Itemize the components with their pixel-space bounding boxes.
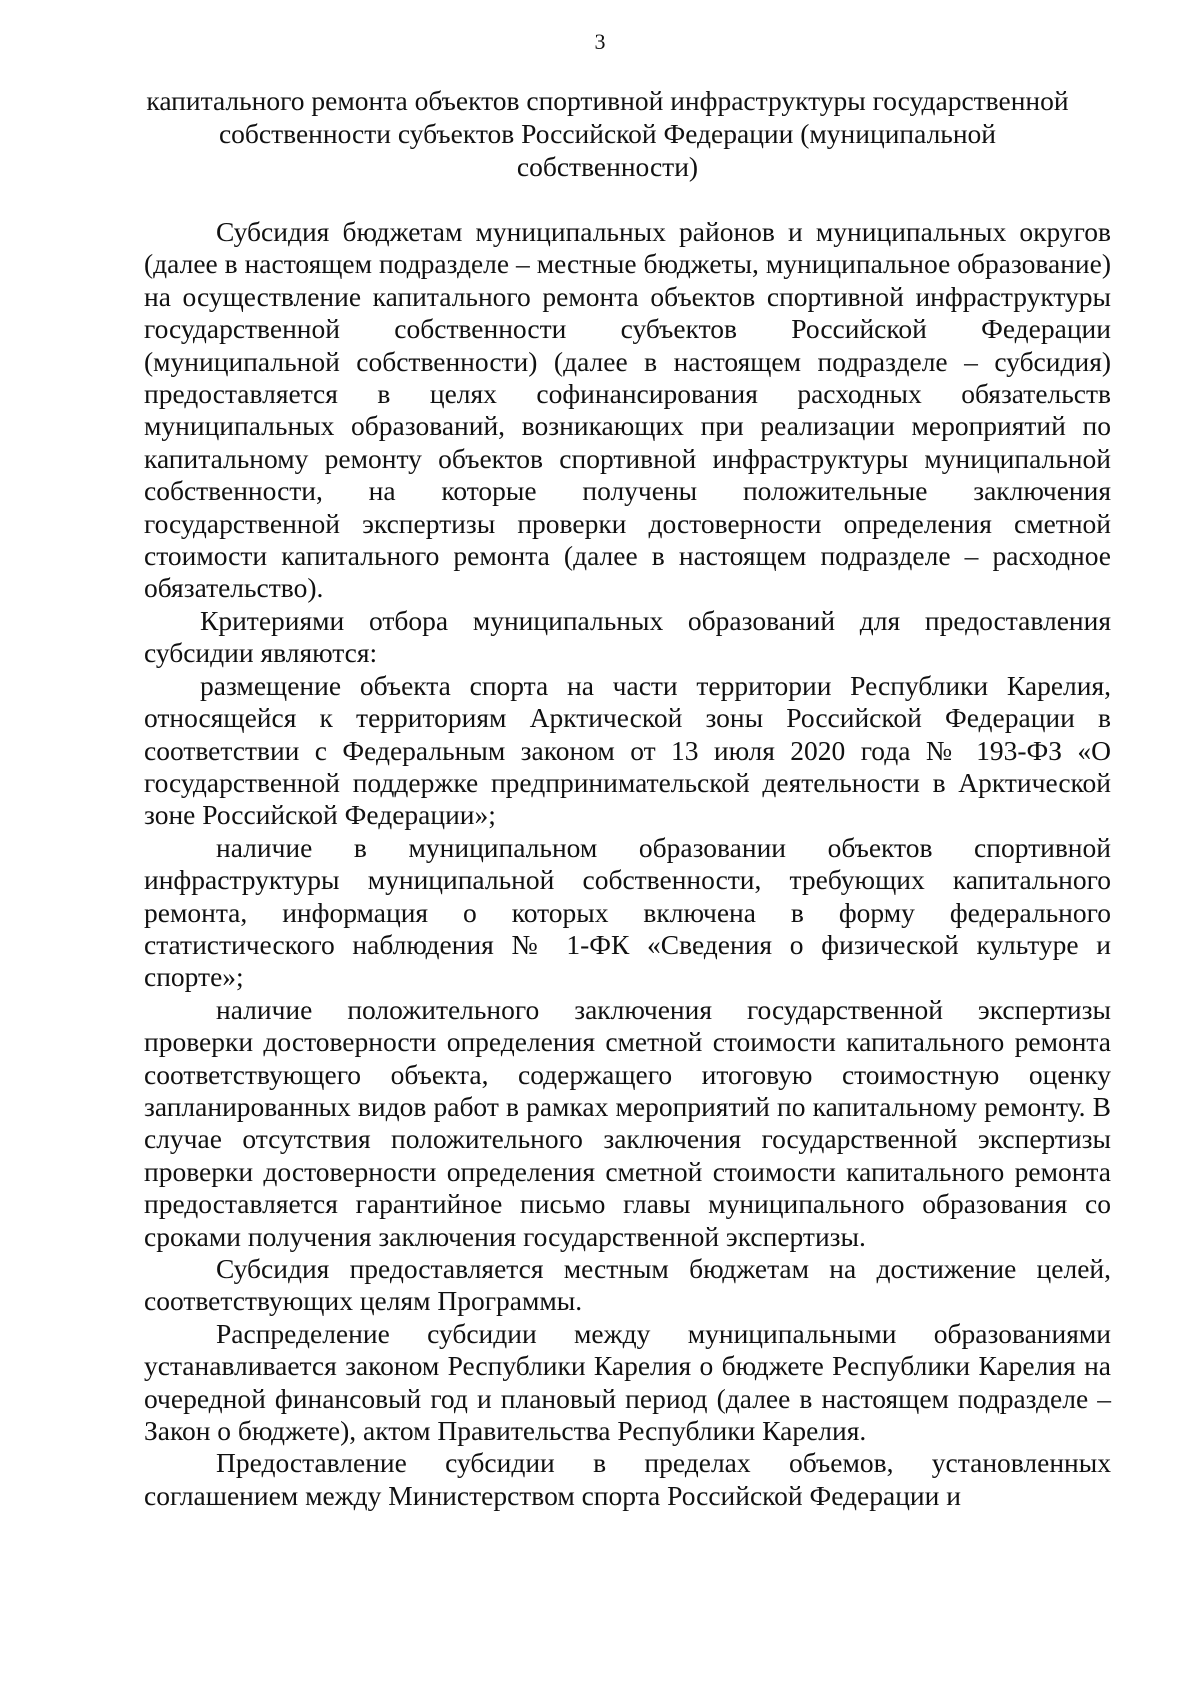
heading-line: капитального ремонта объектов спортивной инфраструктуры государственной xyxy=(146,85,1069,116)
paragraph-subsidy-goals: Субсидия предоставляется местным бюджетам на достижение целей, соответствующих целям Программы. xyxy=(144,1253,1111,1317)
paragraph-criterion-arctic: размещение объекта спорта на части территории Республики Карелия, относящейся к территориям Арктической зоны Российской Федерации в соответствии с Федеральным законом от 13 июля 2020 года № 193-ФЗ «О государственной поддержке предпринимательской деятельности в Арктической зоне Российской Федерации»; xyxy=(144,669,1111,831)
paragraph-provision: Предоставление субсидии в пределах объемов, установленных соглашением между Министерством спорта Российской Федерации и xyxy=(144,1447,1111,1511)
heading-line: собственности субъектов Российской Федерации (муниципальной xyxy=(218,118,997,149)
paragraph-criterion-objects: наличие в муниципальном образовании объектов спортивной инфраструктуры муниципальной собственности, требующих капитального ремонта, информация о которых включена в форму федерального статистического наблюдения № 1-ФК «Сведения о физической культуре и спорте»; xyxy=(144,831,1111,993)
paragraph-criterion-expertise: наличие положительного заключения государственной экспертизы проверки достоверности определения сметной стоимости капитального ремонта соответствующего объекта, содержащего итоговую стоимостную оценку запланированных видов работ в рамках мероприятий по капитальному ремонту. В случае отсутствия положительного заключения государственной экспертизы проверки достоверности определения сметной стоимости капитального ремонта предоставляется гарантийное письмо главы муниципального образования со сроками получения заключения государственной экспертизы. xyxy=(144,993,1111,1252)
heading-line: собственности) xyxy=(516,151,699,182)
section-heading xyxy=(135,84,1080,183)
page-number: 3 xyxy=(594,29,606,54)
paragraph-distribution: Распределение субсидии между муниципальными образованиями устанавливается законом Республики Карелия о бюджете Республики Карелия на очередной финансовый год и плановый период (далее в настоящем подразделе – Закон о бюджете), актом Правительства Республики Карелия. xyxy=(144,1317,1111,1447)
paragraph-subsidy-definition: Субсидия бюджетам муниципальных районов и муниципальных округов (далее в настоящем подразделе – местные бюджеты, муниципальное образование) на осуществление капитального ремонта объектов спортивной инфраструктуры государственной собственности субъектов Российской Федерации (муниципальной собственности) (далее в настоящем подразделе – субсидия) предоставляется в целях софинансирования расходных обязательств муниципальных образований, возникающих при реализации мероприятий по капитальному ремонту объектов спортивной инфраструктуры муниципальной собственности, на которые получены положительные заключения государственной экспертизы проверки достоверности определения сметной стоимости капитального ремонта (далее в настоящем подразделе – расходное обязательство). xyxy=(144,216,1111,604)
paragraph-selection-criteria: Критериями отбора муниципальных образований для предоставления субсидии являются: xyxy=(144,604,1111,669)
document-body xyxy=(144,216,1111,1512)
